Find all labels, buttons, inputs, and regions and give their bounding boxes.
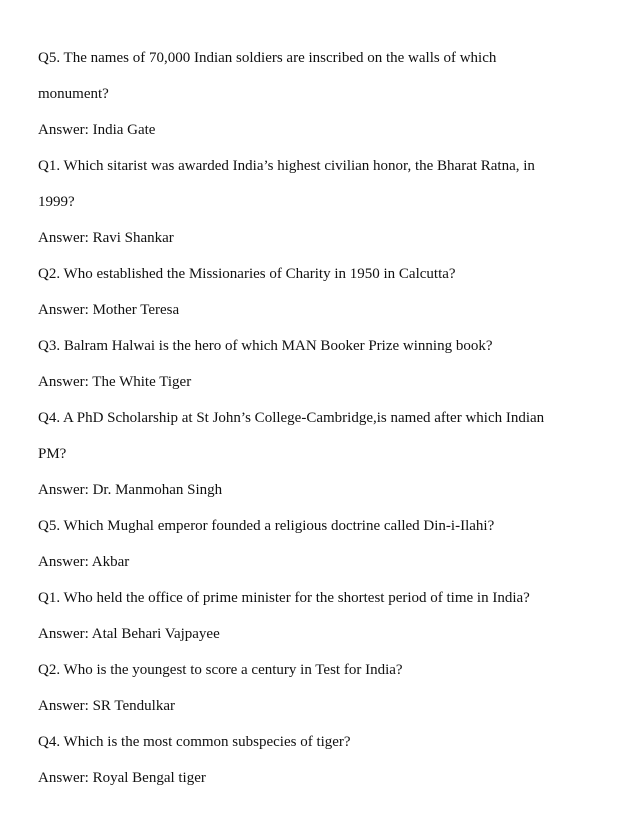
answer-text: Answer: Ravi Shankar — [38, 230, 174, 246]
question-text: Q5. The names of 70,000 Indian soldiers are inscribed on the walls of which — [38, 50, 497, 66]
answer-text: Answer: Mother Teresa — [38, 302, 180, 318]
answer-text: Answer: Atal Behari Vajpayee — [38, 626, 220, 642]
question-text: Q3. Balram Halwai is the hero of which MAN Booker Prize winning book? — [38, 338, 493, 354]
answer-text: Answer: Dr. Manmohan Singh — [38, 482, 223, 498]
question-text: PM? — [38, 446, 67, 462]
question-text: Q4. A PhD Scholarship at St John’s College-Cambridge,is named after which Indian — [38, 410, 545, 426]
question-text: Q4. Which is the most common subspecies of tiger? — [38, 734, 351, 750]
answer-text: Answer: SR Tendulkar — [38, 698, 175, 714]
answer-text: Answer: India Gate — [38, 122, 156, 138]
answer-text: Answer: Royal Bengal tiger — [38, 770, 206, 786]
answer-text: Answer: Akbar — [38, 554, 130, 570]
question-text: 1999? — [38, 194, 75, 210]
question-text: Q2. Who is the youngest to score a century in Test for India? — [38, 662, 403, 678]
question-text: Q1. Who held the office of prime minister for the shortest period of time in India? — [38, 590, 530, 606]
question-text: monument? — [38, 86, 109, 102]
answer-text: Answer: The White Tiger — [38, 374, 192, 390]
question-text: Q5. Which Mughal emperor founded a religious doctrine called Din-i-Ilahi? — [38, 518, 495, 534]
question-text: Q1. Which sitarist was awarded India’s highest civilian honor, the Bharat Ratna, in — [38, 158, 535, 174]
question-text: Q2. Who established the Missionaries of Charity in 1950 in Calcutta? — [38, 266, 456, 282]
